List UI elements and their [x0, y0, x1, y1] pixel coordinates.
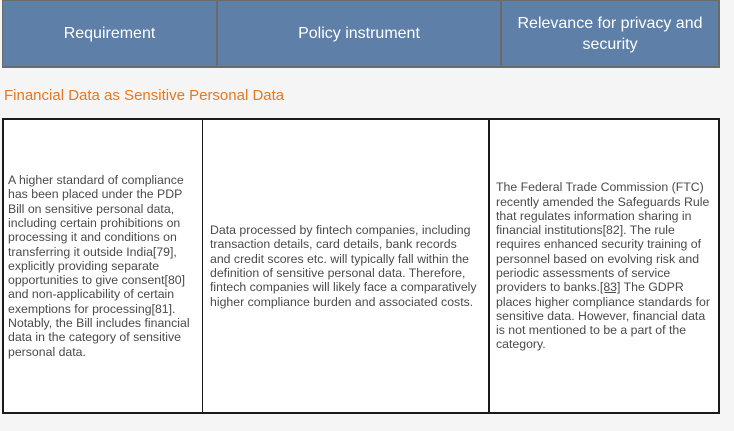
header-relevance: [502, 0, 720, 68]
cell-policy-instrument: [203, 120, 489, 412]
relevance-text-part1: The Federal Trade Commission (FTC) recently amended the Safeguards Rule that regulates information sharing in financial institutions[82]. The rule requires enhanced security training of personnel based on evolving risk and periodic assessments of service providers to banks.: [496, 180, 710, 295]
header-relevance-label: Relevance for privacy and security: [517, 14, 703, 53]
cell-requirement: [4, 120, 203, 412]
header-requirement-label: Requirement: [63, 25, 156, 42]
section-title: Financial Data as Sensitive Personal Data: [4, 87, 285, 104]
cell-requirement-text: A higher standard of compliance has been placed under the PDP Bill on sensitive personal data, including certain prohibitions on processing it and conditions on transferring it outside India[79], explicitly providing separate opportunities to give consent[80] and non-applicability of certain exemptions for processing[81]. Notably, the Bill includes financial data in the category of sensitive personal data.: [8, 173, 190, 359]
cell-policy-instrument-text: Data processed by fintech companies, including transaction details, card details, bank records and credit scores etc. will typically fall within the definition of sensitive personal data. Therefore, fintech companies will likely face a comparatively higher compliance burden and associated costs.: [210, 223, 477, 309]
cell-relevance-text: [496, 180, 712, 352]
header-requirement: [2, 0, 218, 68]
reference-link-83[interactable]: [83]: [599, 280, 621, 295]
relevance-text-part2: The GDPR places higher compliance standards for sensitive data. However, financial data is not mentioned to be a part of the category.: [496, 280, 710, 352]
table-row: [2, 118, 720, 414]
header-policy-instrument-label: Policy instrument: [298, 25, 420, 42]
header-policy-instrument: [218, 0, 502, 68]
cell-relevance: [489, 120, 718, 412]
